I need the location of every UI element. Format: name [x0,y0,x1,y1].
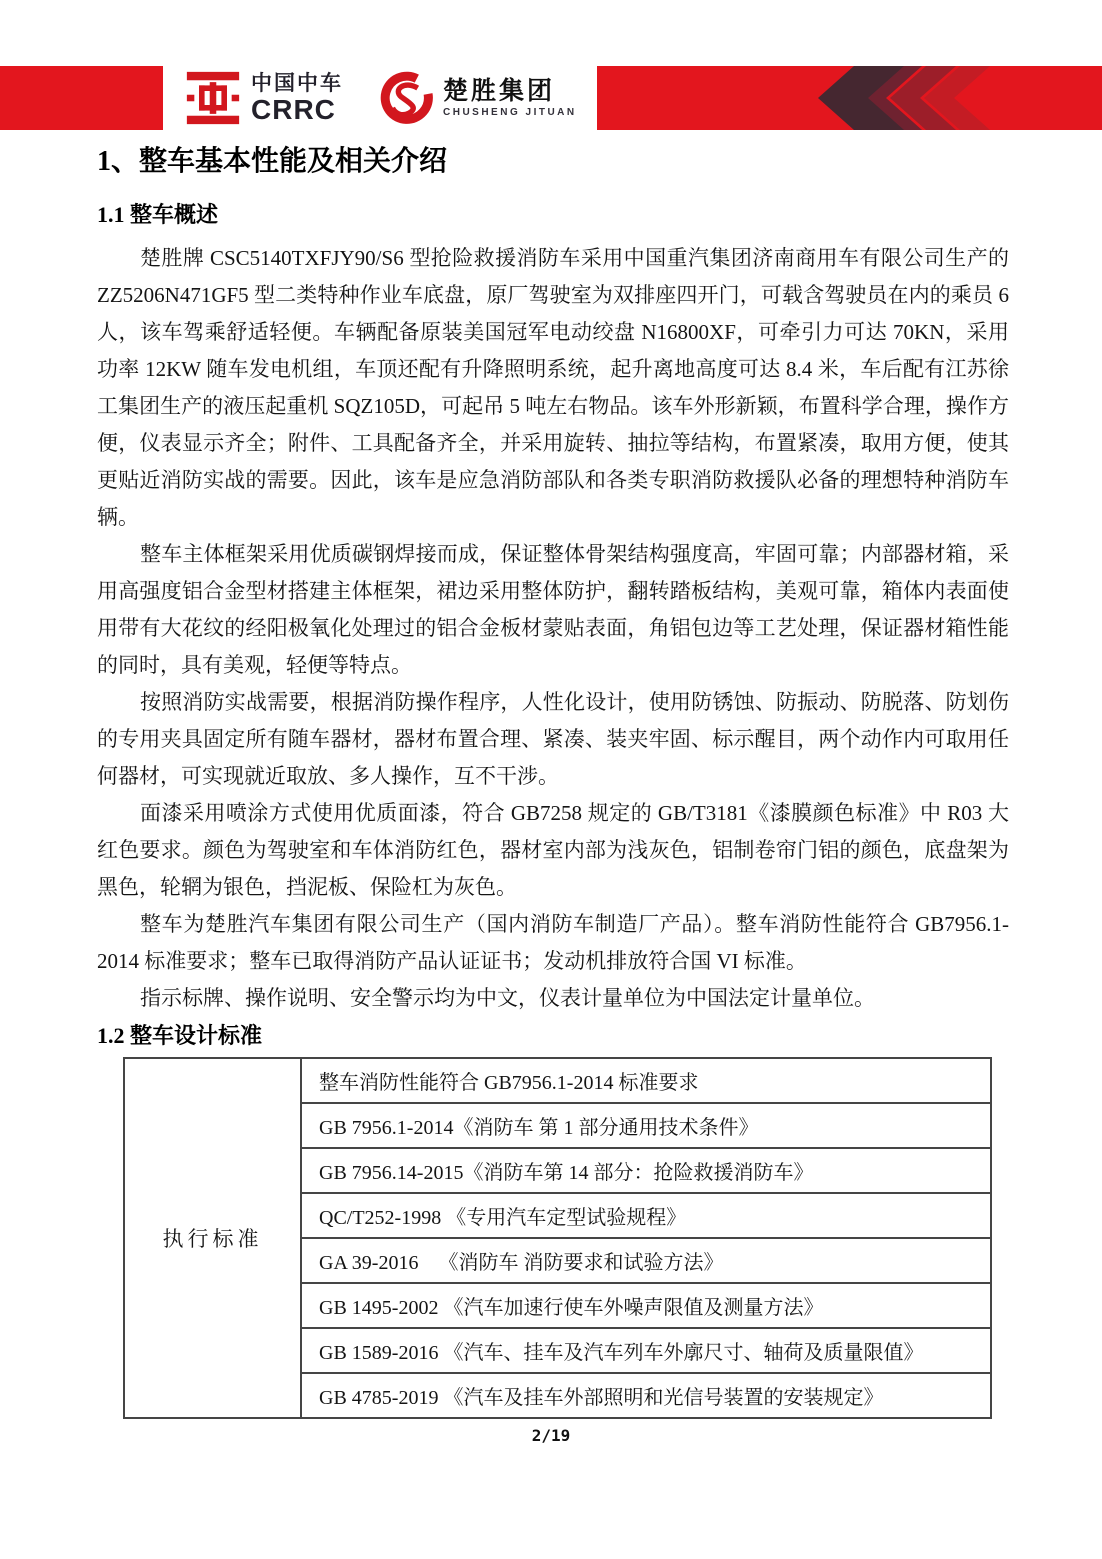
standard-item-7: GB 1589-2016 《汽车、挂车及汽车列车外廓尺寸、轴荷及质量限值》 [301,1328,991,1373]
crrc-logo [185,70,343,126]
page-number: 2/19 [531,1426,571,1445]
header-band [0,66,1102,130]
crrc-emblem-icon [185,70,241,126]
chusheng-name-en: CHUSHENG JITUAN [443,107,577,118]
chusheng-logo [379,69,577,127]
table-row [124,1058,991,1103]
paragraph-overview-4: 面漆采用喷涂方式使用优质面漆，符合 GB7258 规定的 GB/T3181《漆膜颜色标准》中 R03 大红色要求。颜色为驾驶室和车体消防红色，器材室内部为浅灰色，铝制卷帘门铝的颜色，底盘架为黑色，轮辋为银色，挡泥板、保险杠为灰色。 [97,801,1009,899]
header-logo-area [163,66,597,130]
standard-item-1: 整车消防性能符合 GB7956.1-2014 标准要求 [301,1058,991,1103]
standards-row-header: 执行标准 [124,1058,301,1418]
standard-item-3: GB 7956.14-2015《消防车第 14 部分：抢险救援消防车》 [301,1148,991,1193]
chevron-arrows-icon [818,66,998,130]
paragraph-overview-5: 整车为楚胜汽车集团有限公司生产（国内消防车制造厂产品）。整车消防性能符合 GB7956.1-2014 标准要求；整车已取得消防产品认证证书；发动机排放符合国 VI 标准。 [97,912,1009,973]
paragraph-overview-1: 楚胜牌 CSC5140TXFJY90/S6 型抢险救援消防车采用中国重汽集团济南商用车有限公司生产的 ZZ5206N471GF5 型二类特种作业车底盘，原厂驾驶室为双排座四开门，可载含驾驶员在内的乘员 6 人，该车驾乘舒适轻便。车辆配备原装美国冠军电动绞盘 N16800XF，可牵引力可达 70KN，采用功率 12KW 随车发电机组，车顶还配有升降照明系统，起升离地高度可达 8.4 米，车后配有江苏徐工集团生产的液压起重机 SQZ105D，可起吊 5 吨左右物品。该车外形新颖，布置科学合理，操作方便，仪表显示齐全；附件、工具配备齐全，并采用旋转、抽拉等结构，布置紧凑，取用方便，使其更贴近消防实战的需要。因此，该车是应急消防部队和各类专职消防救援队必备的理想特种消防车辆。 [97,246,1009,529]
standard-item-2: GB 7956.1-2014《消防车 第 1 部分通用技术条件》 [301,1103,991,1148]
standard-item-5: GA 39-2016 《消防车 消防要求和试验方法》 [301,1238,991,1283]
section-1-2-heading: 1.2 整车设计标准 [97,1023,263,1048]
standard-item-4: QC/T252-1998 《专用汽车定型试验规程》 [301,1193,991,1238]
chusheng-emblem-icon [379,69,433,127]
crrc-name-en: CRRC [251,94,336,125]
document-body [97,144,1009,1419]
page-title: 1、整车基本性能及相关介绍 [97,146,448,177]
crrc-name-cn: 中国中车 [251,72,343,95]
paragraph-overview-6: 指示标牌、操作说明、安全警示均为中文，仪表计量单位为中国法定计量单位。 [140,986,875,1010]
standard-item-8: GB 4785-2019 《汽车及挂车外部照明和光信号装置的安装规定》 [301,1373,991,1418]
standard-item-6: GB 1495-2002 《汽车加速行使车外噪声限值及测量方法》 [301,1283,991,1328]
section-1-1-heading: 1.1 整车概述 [97,202,219,227]
paragraph-overview-3: 按照消防实战需要，根据消防操作程序，人性化设计，使用防锈蚀、防振动、防脱落、防划伤的专用夹具固定所有随车器材，器材布置合理、紧凑、装夹牢固、标示醒目，两个动作内可取用任何器材，可实现就近取放、多人操作，互不干涉。 [97,690,1009,788]
chusheng-name-cn: 楚胜集团 [443,77,556,105]
standards-table [123,1057,992,1419]
paragraph-overview-2: 整车主体框架采用优质碳钢焊接而成，保证整体骨架结构强度高，牢固可靠；内部器材箱，采用高强度铝合金型材搭建主体框架，裙边采用整体防护，翻转踏板结构，美观可靠，箱体内表面使用带有大花纹的经阳极氧化处理过的铝合金板材蒙贴表面，角铝包边等工艺处理，保证器材箱性能的同时，具有美观，轻便等特点。 [97,542,1009,677]
